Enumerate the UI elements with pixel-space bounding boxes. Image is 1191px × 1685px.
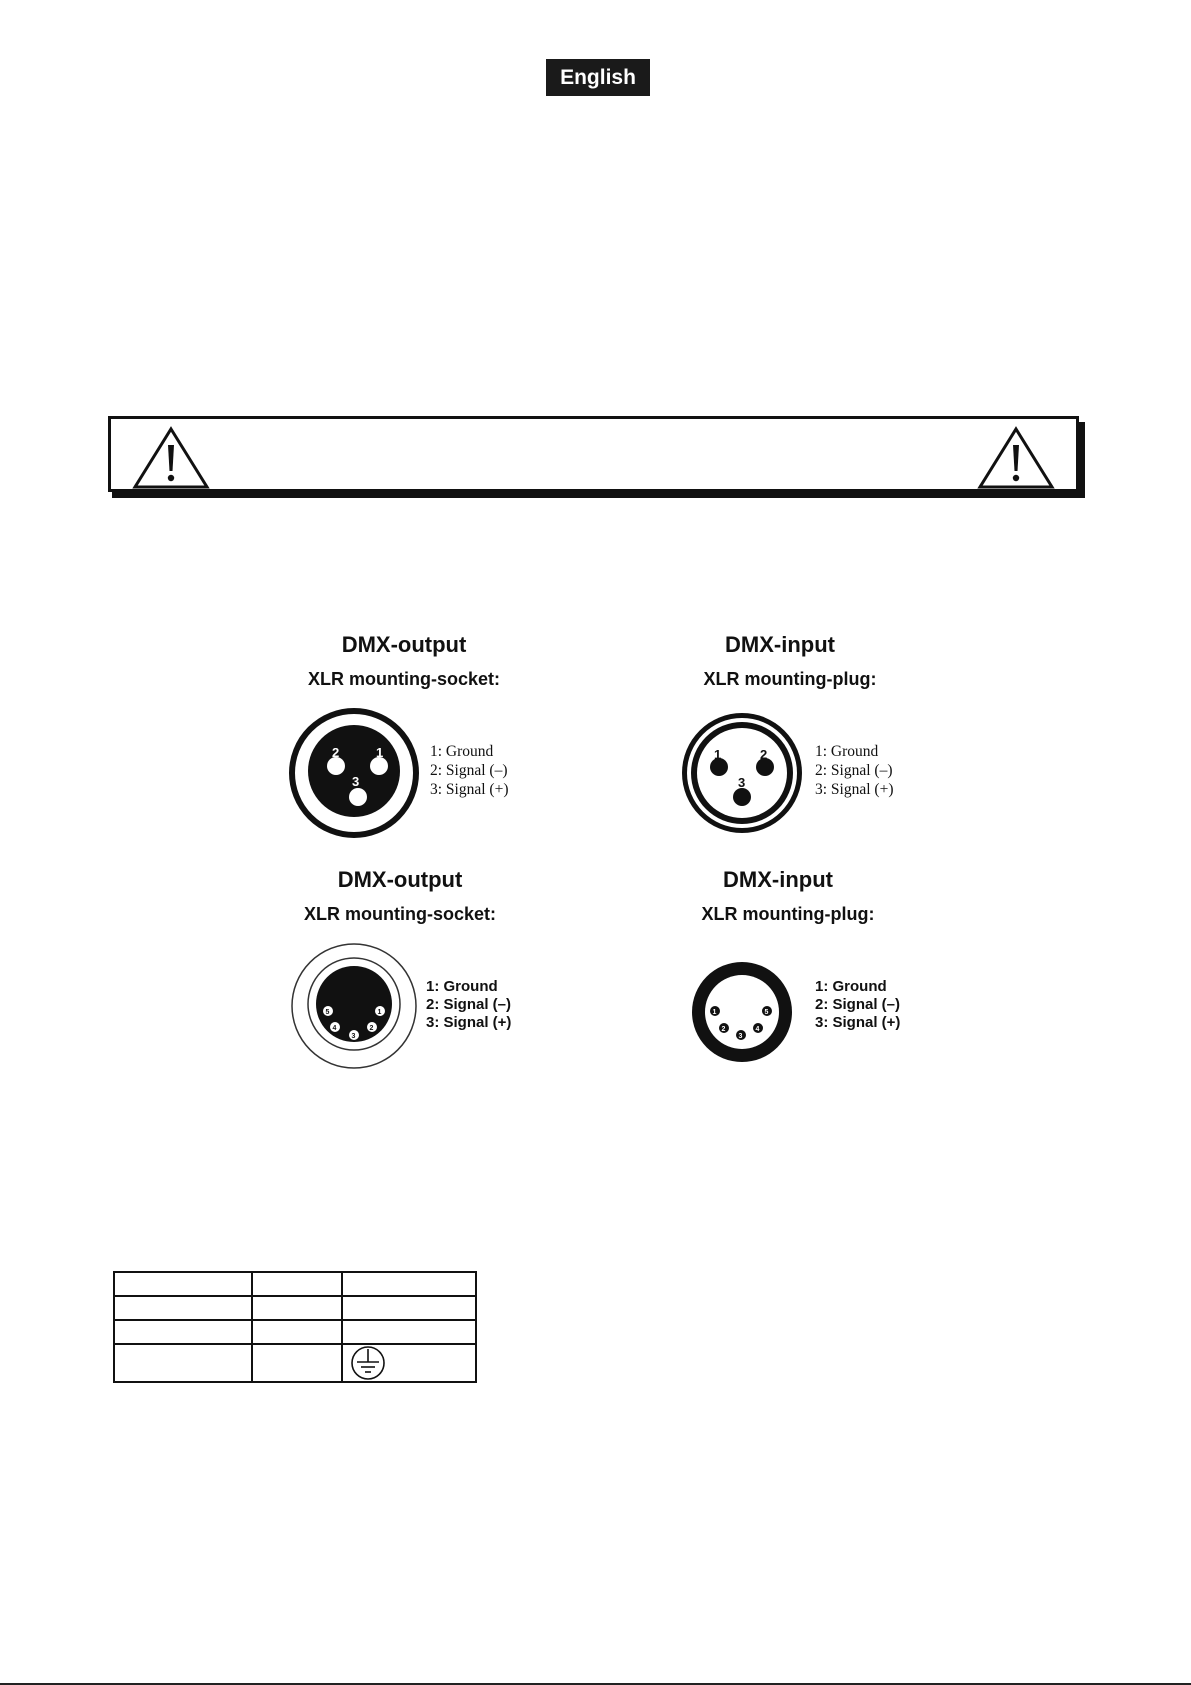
pin-assignment: 2: Signal (–) xyxy=(426,996,512,1013)
pin-assignment-list xyxy=(430,742,508,799)
warning-triangle-icon xyxy=(976,425,1056,491)
table-cell xyxy=(252,1320,342,1344)
pin-label: 3 xyxy=(738,1033,743,1040)
pin-label: 5 xyxy=(325,1009,330,1016)
connector-subtitle: XLR mounting-socket: xyxy=(308,669,500,689)
pin-assignment-list xyxy=(815,978,900,1032)
connector-subtitle: XLR mounting-socket: xyxy=(304,904,496,924)
pin-assignment: 1: Ground xyxy=(815,743,879,760)
pin-label: 3 xyxy=(351,1033,356,1040)
table-row xyxy=(114,1296,476,1320)
pin-label: 4 xyxy=(755,1026,760,1033)
table-cell xyxy=(252,1272,342,1296)
table-cell xyxy=(342,1272,476,1296)
table-cell xyxy=(114,1344,252,1382)
connector-title: DMX-output xyxy=(341,632,467,657)
pin-label: 1 xyxy=(377,1009,382,1016)
table-cell xyxy=(114,1320,252,1344)
xlr-5pin-plug-diagram xyxy=(690,960,794,1064)
pin-label: 3 xyxy=(738,775,746,790)
table-cell xyxy=(252,1344,342,1382)
table-cell xyxy=(114,1272,252,1296)
pin-assignment: 3: Signal (+) xyxy=(815,1014,901,1031)
table-cell xyxy=(342,1320,476,1344)
pin-assignment: 1: Ground xyxy=(430,743,494,760)
xlr-3pin-socket-diagram xyxy=(288,705,420,841)
warning-triangle-icon xyxy=(131,425,211,491)
pin-assignment: 2: Signal (–) xyxy=(815,762,893,779)
pin-assignment: 2: Signal (–) xyxy=(815,996,901,1013)
table-cell xyxy=(342,1296,476,1320)
xlr-3pin-plug-diagram xyxy=(676,705,808,841)
pin-assignment: 3: Signal (+) xyxy=(426,1014,512,1031)
connector-title: DMX-input xyxy=(725,632,835,657)
language-tag: English xyxy=(546,59,650,96)
pin-assignment-list xyxy=(815,742,893,799)
table-row xyxy=(114,1320,476,1344)
table-row xyxy=(114,1272,476,1296)
connector-subtitle: XLR mounting-plug: xyxy=(703,669,877,689)
table-cell xyxy=(342,1344,476,1382)
pin-label: 2 xyxy=(721,1026,726,1033)
table-cell xyxy=(114,1296,252,1320)
pin-assignment-list xyxy=(426,978,511,1032)
protective-earth-icon xyxy=(349,1345,387,1381)
table-row xyxy=(114,1344,476,1382)
table-cell xyxy=(252,1296,342,1320)
pin-label: 2 xyxy=(760,747,768,762)
pin-label: 1 xyxy=(376,745,384,760)
connector-subtitle: XLR mounting-plug: xyxy=(701,904,875,924)
cable-color-table xyxy=(113,1271,477,1383)
connector-title: DMX-input xyxy=(723,867,833,892)
pin-label: 1 xyxy=(712,1009,717,1016)
pin-assignment: 3: Signal (+) xyxy=(815,781,894,798)
pin-label: 3 xyxy=(352,774,360,789)
pin-label: 4 xyxy=(332,1025,337,1032)
pin-assignment: 1: Ground xyxy=(426,978,498,995)
pin-label: 5 xyxy=(764,1009,769,1016)
pin-assignment: 1: Ground xyxy=(815,978,887,995)
pin-assignment: 2: Signal (–) xyxy=(430,762,508,779)
pin-label: 2 xyxy=(369,1025,374,1032)
connector-title: DMX-output xyxy=(337,867,463,892)
pin-label: 1 xyxy=(714,747,722,762)
pin-label: 2 xyxy=(332,745,340,760)
warning-box xyxy=(108,416,1079,492)
xlr-5pin-socket-diagram xyxy=(290,940,418,1072)
pin-assignment: 3: Signal (+) xyxy=(430,781,509,798)
